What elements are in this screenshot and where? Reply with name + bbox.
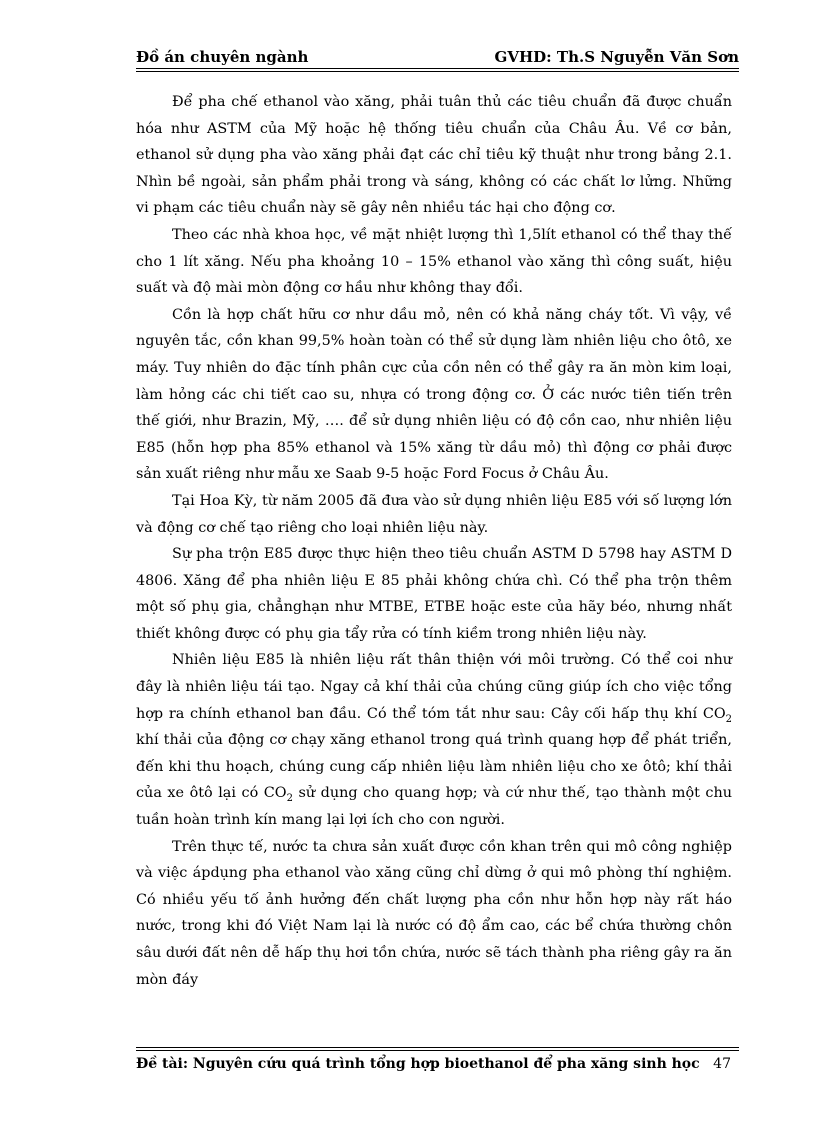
paragraph-6-part-3: sử dụng cho quang hợp; và cứ như thế, tạo thành một chu tuần hoàn trình kín mang lại lợi ích cho con người. [136,785,733,829]
co2-subscript: 2 [725,713,732,725]
paragraph-7: Trên thực tế, nước ta chưa sản xuất được cồn khan trên qui mô công nghiệp và việc ápdụng pha ethanol vào xăng cũng chỉ dừng ở qui mô phòng thí nghiệm. Có nhiều yếu tố ảnh hưởng đến chất lượng pha cồn như hỗn hợp này rất háo nước, trong khi đó Việt Nam lại là nước có độ ẩm cao, các bể chứa thường chôn sâu dưới đất nên dễ hấp thụ hơi tồn chứa, nước sẽ tách thành pha riêng gây ra ăn mòn đáy [136,838,732,988]
page-number: 47 [713,1056,731,1072]
document-type: Đồ án chuyên ngành [136,48,309,66]
paragraph-4: Tại Hoa Kỳ, từ năm 2005 đã đưa vào sử dụng nhiên liệu E85 với số lượng lớn và động cơ chế tạo riêng cho loại nhiên liệu này. [136,492,732,536]
thesis-title: Đề tài: Nguyên cứu quá trình tổng hợp bioethanol để pha xăng sinh học [136,1056,700,1072]
header-rule-top [136,68,739,69]
body-text [136,89,732,993]
paragraph-5: Sự pha trộn E85 được thực hiện theo tiêu chuẩn ASTM D 5798 hay ASTM D 4806. Xăng để pha nhiên liệu E 85 phải không chứa chì. Có thể pha trộn thêm một số phụ gia, chẳnghạn như MTBE, ETBE hoặc este của hãy béo, nhưng nhất thiết không được có phụ gia tẩy rửa có tính kiềm trong nhiên liệu này. [136,546,732,642]
page-header [136,48,739,68]
paragraph-1: Để pha chế ethanol vào xăng, phải tuân thủ các tiêu chuẩn đã được chuẩn hóa như ASTM của Mỹ hoặc hệ thống tiêu chuẩn của Châu Âu. Về cơ bản, ethanol sử dụng pha vào xăng phải đạt các chỉ tiêu kỹ thuật như trong bảng 2.1. Nhìn bề ngoài, sản phẩm phải trong và sáng, không có các chất lơ lửng. Những vi phạm các tiêu chuẩn này sẽ gây nên nhiều tác hại cho động cơ. [136,94,732,217]
paragraph-6 [136,647,732,833]
header-rule-bottom [136,71,739,72]
paragraph-3: Cồn là hợp chất hữu cơ như dầu mỏ, nên có khả năng cháy tốt. Vì vậy, về nguyên tắc, cồn khan 99,5% hoàn toàn có thể sử dụng làm nhiên liệu cho ôtô, xe máy. Tuy nhiên do đặc tính phân cực của cồn nên có thể gây ra ăn mòn kim loại, làm hỏng các chi tiết cao su, nhựa có trong động cơ. Ở các nước tiên tiến trên thế giới, như Brazin, Mỹ, …. để sử dụng nhiên liệu có độ cồn cao, như nhiên liệu E85 (hỗn hợp pha 85% ethanol và 15% xăng từ dầu mỏ) thì động cơ phải được sản xuất riêng như mẫu xe Saab 9-5 hoặc Ford Focus ở Châu Âu. [136,306,732,483]
footer-rule-top [136,1047,739,1048]
paragraph-6-part-2: khí thải của động cơ chạy xăng ethanol trong quá trình quang hợp để phát triển, đến khi thu hoạch, chúng cung cấp nhiên liệu làm nhiên liệu cho xe ôtô; khí thải của xe ôtô lại có CO [136,732,732,802]
co2-subscript: 2 [286,793,293,805]
page-footer [136,1056,739,1078]
paragraph-6-part-1: Nhiên liệu E85 là nhiên liệu rất thân thiện với môi trường. Có thể coi như đây là nhiên liệu tái tạo. Ngay cả khí thải của chúng cũng giúp ích cho việc tổng hợp ra chính ethanol ban đầu. Có thể tóm tắt như sau: Cây cối hấp thụ khí CO [136,652,732,722]
footer-rule-bottom [136,1050,739,1051]
supervisor: GVHD: Th.S Nguyễn Văn Sơn [494,48,739,66]
paragraph-2: Theo các nhà khoa học, về mặt nhiệt lượng thì 1,5lít ethanol có thể thay thế cho 1 lít xăng. Nếu pha khoảng 10 – 15% ethanol vào xăng thì công suất, hiệu suất và độ mài mòn động cơ hầu như không thay đổi. [136,226,732,297]
